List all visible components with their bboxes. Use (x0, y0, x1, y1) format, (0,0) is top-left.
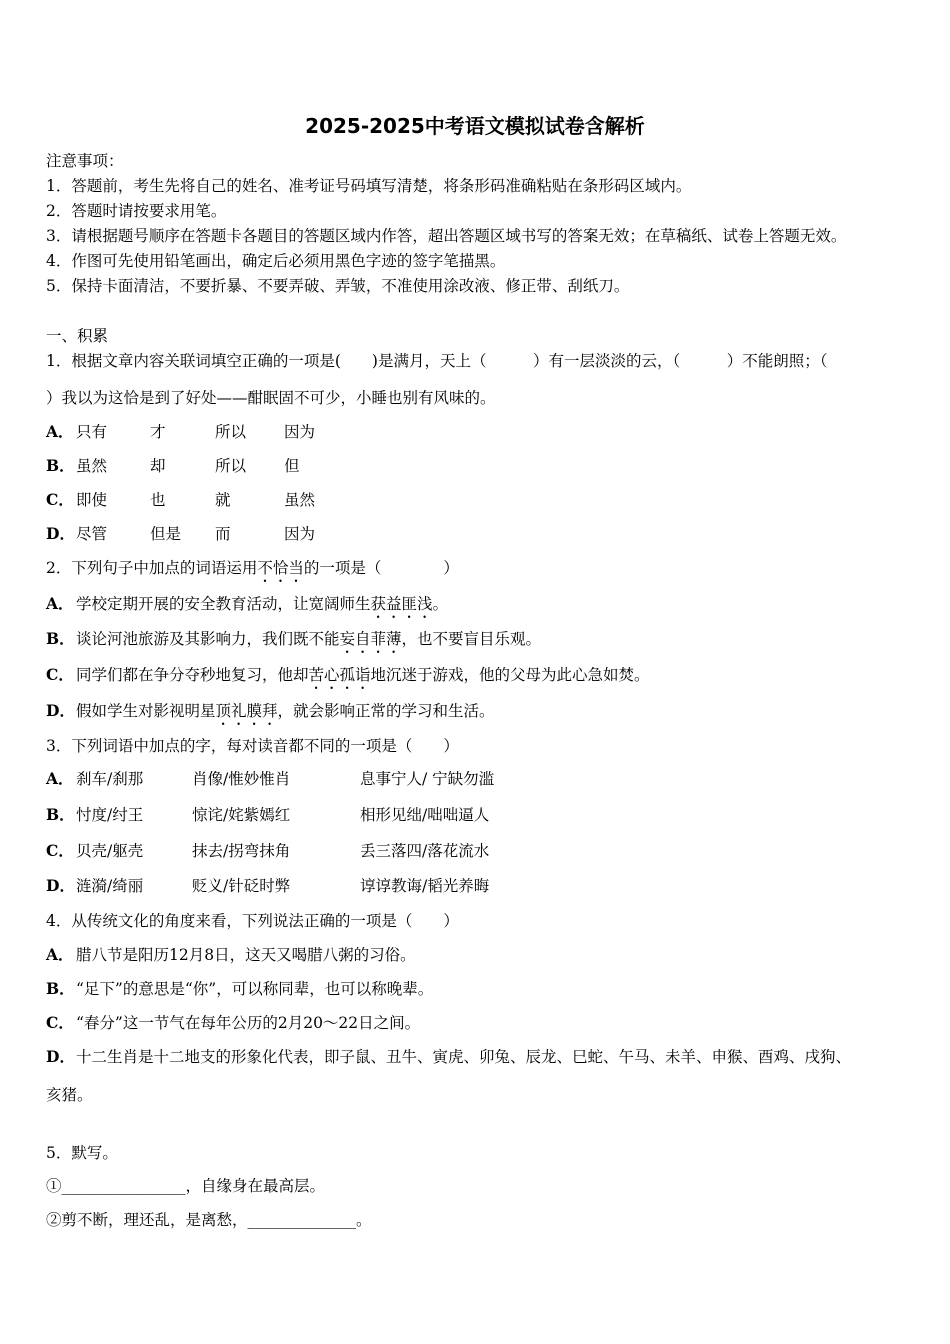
option-label: B． (46, 805, 75, 824)
option-text: 学校定期开展的安全教育活动，让宽阔师生 (76, 595, 371, 613)
question-2-stem (46, 558, 459, 586)
option-cell: 抹去/拐弯抹角 (192, 842, 291, 860)
q3-option-d[interactable] (46, 876, 546, 896)
document-title: 2025-2025中考语文模拟试卷含解析 (305, 114, 645, 138)
option-cell: 涟漪/绮丽 (76, 877, 144, 895)
option-cell: 但是 (150, 525, 182, 543)
option-cell: 贝壳/躯壳 (76, 842, 144, 860)
option-text: 十二生肖是十二地支的形象化代表，即子鼠、丑牛、寅虎、卯兔、辰龙、巳蛇、午马、未羊、申猴、酉鸡、戌狗、 (76, 1048, 852, 1066)
notice-item: 2．答题时请按要求用笔。 (46, 202, 227, 220)
option-text: “春分”这一节气在每年公历的2月20～22日之间。 (76, 1014, 421, 1032)
q1-option-c[interactable] (46, 490, 346, 510)
option-text: 谈论河池旅游及其影响力，我们既不能 (76, 630, 340, 648)
option-text: 。 (432, 595, 449, 613)
option-label: D． (46, 1047, 75, 1066)
option-cell: 却 (150, 457, 166, 475)
q2-option-d[interactable] (46, 701, 495, 729)
q4-option-d-cont: 亥猪。 (46, 1086, 93, 1104)
dotted-text: 妄自菲薄 (339, 630, 402, 648)
option-text: 腊八节是阳历12月8日，这天又喝腊八粥的习俗。 (76, 946, 416, 964)
option-text: 地沉迷于游戏，他的父母为此心急如焚。 (370, 666, 650, 684)
option-label: C． (46, 490, 74, 509)
option-text: ，就会影响正常的学习和生活。 (277, 702, 495, 720)
option-cell: 虽然 (284, 491, 316, 509)
option-text: “足下”的意思是“你”，可以称同辈，也可以称晚辈。 (76, 980, 434, 998)
option-label: B． (46, 979, 75, 998)
option-cell: 即使 (76, 491, 108, 509)
option-label: B． (46, 629, 75, 648)
question-5-stem: 5．默写。 (46, 1144, 118, 1162)
section-heading: 一、积累 (46, 327, 109, 345)
notice-item: 3．请根据题号顺序在答题卡各题目的答题区域内作答，超出答题区域书写的答案无效；在草稿纸、试卷上答题无效。 (46, 227, 847, 245)
stem-text: 2．下列句子中加点的词语运用 (46, 559, 258, 577)
question-1-stem-cont: ）我以为这恰是到了好处——酣眠固不可少，小睡也别有风味的。 (46, 389, 496, 407)
question-3-stem: 3．下列词语中加点的字，每对读音都不同的一项是（ ） (46, 737, 459, 755)
option-cell: 谆谆教诲/韬光养晦 (360, 877, 490, 895)
option-label: A． (46, 422, 74, 441)
option-cell: 尽管 (76, 525, 108, 543)
q5-line-1[interactable]: ①________________，自缘身在最高层。 (46, 1177, 326, 1195)
q4-option-c[interactable] (46, 1013, 420, 1033)
option-label: A． (46, 945, 74, 964)
option-cell: 贬义/针砭时弊 (192, 877, 291, 895)
stem-text: 的一项是（ ） (303, 559, 459, 577)
option-cell: 而 (215, 525, 231, 543)
option-cell: 肖像/惟妙惟肖 (192, 770, 291, 788)
q4-option-d[interactable] (46, 1047, 851, 1067)
option-cell: 因为 (284, 525, 316, 543)
option-cell: 虽然 (76, 457, 108, 475)
option-cell: 息事宁人/ 宁缺勿滥 (360, 770, 495, 788)
notice-heading: 注意事项： (46, 152, 124, 170)
dotted-text: 顶礼膜拜 (215, 702, 278, 720)
option-label: A． (46, 594, 74, 613)
option-cell: 惊诧/姹紫嫣红 (192, 806, 291, 824)
dotted-text: 苦心孤诣 (308, 666, 371, 684)
option-cell: 所以 (215, 457, 247, 475)
option-cell: 因为 (284, 423, 316, 441)
option-label: C． (46, 841, 74, 860)
q1-option-a[interactable] (46, 422, 346, 442)
option-label: A． (46, 769, 74, 788)
option-cell: 才 (150, 423, 166, 441)
option-text: ，也不要盲目乐观。 (401, 630, 542, 648)
option-label: B． (46, 456, 75, 475)
q3-option-a[interactable] (46, 769, 546, 789)
option-text: 同学们都在争分夺秒地复习，他却 (76, 666, 309, 684)
option-cell: 刹车/刹那 (76, 770, 144, 788)
q3-option-c[interactable] (46, 841, 546, 861)
option-label: C． (46, 665, 74, 684)
option-text: 假如学生对影视明星 (76, 702, 216, 720)
option-cell: 但 (284, 457, 300, 475)
notice-item: 1．答题前，考生先将自己的姓名、准考证号码填写清楚，将条形码准确粘贴在条形码区域内。 (46, 177, 692, 195)
option-cell: 丢三落四/落花流水 (360, 842, 490, 860)
q4-option-b[interactable] (46, 979, 433, 999)
option-label: D． (46, 876, 75, 895)
dotted-text: 获益匪浅 (370, 595, 433, 613)
q1-option-d[interactable] (46, 524, 346, 544)
question-1-stem: 1．根据文章内容关联词填空正确的一项是( )是满月，天上（ ）有一层淡淡的云，（ ）不能朗照；（ (46, 352, 828, 370)
option-cell: 所以 (215, 423, 247, 441)
q2-option-a[interactable] (46, 594, 448, 622)
notice-item: 4．作图可先使用铅笔画出，确定后必须用黑色字迹的签字笔描黑。 (46, 252, 506, 270)
option-label: C． (46, 1013, 74, 1032)
dotted-text: 不恰当 (257, 559, 304, 577)
q2-option-b[interactable] (46, 629, 541, 657)
option-cell: 就 (215, 491, 231, 509)
option-label: D． (46, 701, 75, 720)
q1-option-b[interactable] (46, 456, 346, 476)
option-cell: 只有 (76, 423, 108, 441)
option-cell: 忖度/纣王 (76, 806, 144, 824)
q3-option-b[interactable] (46, 805, 546, 825)
question-4-stem: 4．从传统文化的角度来看，下列说法正确的一项是（ ） (46, 912, 459, 930)
q4-option-a[interactable] (46, 945, 416, 965)
option-cell: 也 (150, 491, 166, 509)
option-cell: 相形见绌/咄咄逼人 (360, 806, 490, 824)
notice-item: 5．保持卡面清洁，不要折暴、不要弄破、弄皱，不准使用涂改液、修正带、刮纸刀。 (46, 277, 630, 295)
q2-option-c[interactable] (46, 665, 650, 693)
option-label: D． (46, 524, 75, 543)
q5-line-2[interactable]: ②剪不断，理还乱，是离愁，______________。 (46, 1211, 372, 1229)
